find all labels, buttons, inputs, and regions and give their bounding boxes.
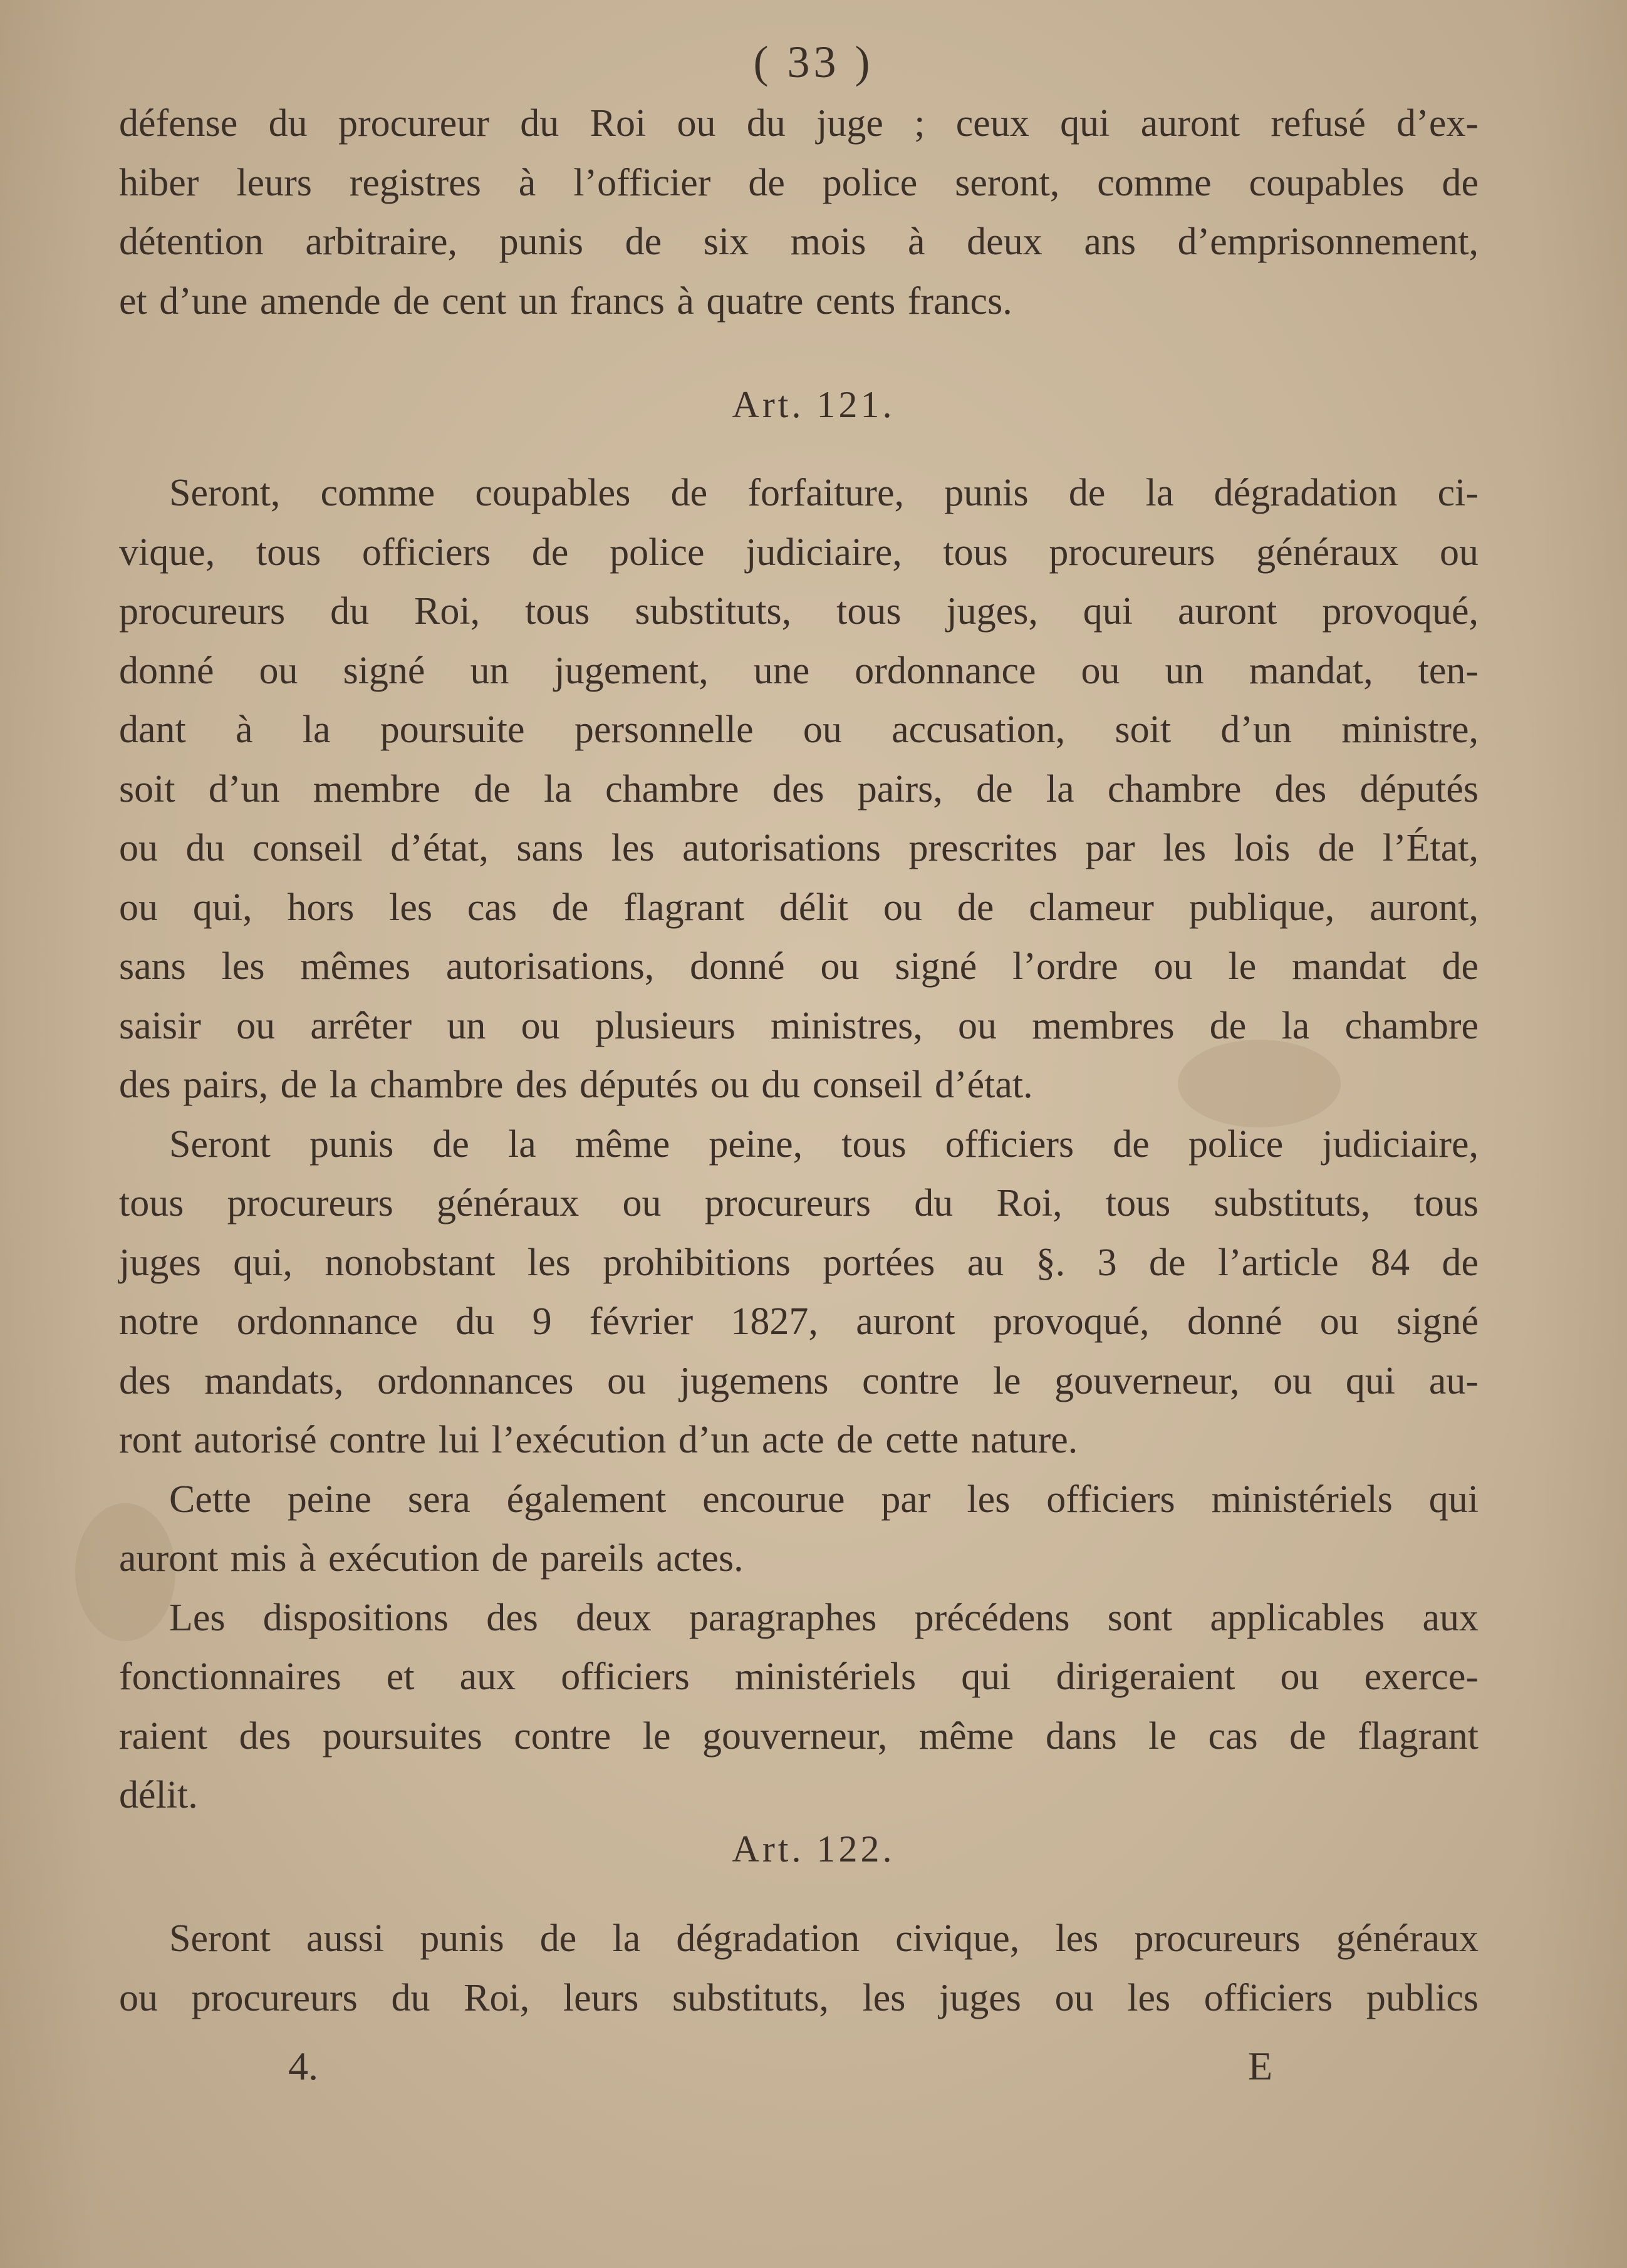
text-line: des pairs, de la chambre des députés ou du conseil d’état. — [119, 1064, 1033, 1106]
text-line: auront mis à exécution de pareils actes. — [119, 1537, 744, 1580]
text-line: raient des poursuites contre le gouverneur, même dans le cas de flagrant — [119, 1714, 1479, 1758]
article-121-heading: Art. 121. — [732, 384, 895, 425]
article-122-heading: Art. 122. — [732, 1828, 895, 1870]
signature-letter: E — [1248, 2044, 1273, 2088]
text-line: vique, tous officiers de police judiciaire, tous procureurs généraux ou — [119, 531, 1479, 574]
text-line: notre ordonnance du 9 février 1827, auront provoqué, donné ou signé — [119, 1300, 1479, 1343]
text-line: défense du procureur du Roi ou du juge ; ceux qui auront refusé d’ex- — [119, 102, 1479, 145]
text-line: juges qui, nonobstant les prohibitions portées au §. 3 de l’article 84 de — [119, 1241, 1479, 1284]
text-line: ou qui, hors les cas de flagrant délit ou de clameur publique, auront, — [119, 886, 1479, 929]
text-line: sans les mêmes autorisations, donné ou signé l’ordre ou le mandat de — [119, 945, 1479, 988]
text-line: Seront punis de la même peine, tous officiers de police judiciaire, — [169, 1122, 1479, 1166]
text-line: fonctionnaires et aux officiers ministériels qui dirigeraient ou exerce- — [119, 1655, 1479, 1698]
signature-mark: 4. — [288, 2044, 318, 2088]
text-line: hiber leurs registres à l’officier de police seront, comme coupables de — [119, 161, 1479, 204]
text-line: ront autorisé contre lui l’exécution d’un acte de cette nature. — [119, 1419, 1078, 1461]
text-line: tous procureurs généraux ou procureurs du Roi, tous substituts, tous — [119, 1182, 1479, 1225]
text-line: des mandats, ordonnances ou jugemens contre le gouverneur, ou qui au- — [119, 1359, 1479, 1402]
text-line: Seront aussi punis de la dégradation civique, les procureurs généraux — [169, 1917, 1479, 1960]
text-line: Les dispositions des deux paragraphes précédens sont applicables aux — [169, 1596, 1479, 1639]
text-line: ou du conseil d’état, sans les autorisations prescrites par les lois de l’État, — [119, 827, 1479, 869]
page-number: ( 33 ) — [753, 37, 874, 87]
intro-paragraph — [119, 94, 1479, 331]
text-line: Cette peine sera également encourue par les officiers ministériels qui — [169, 1478, 1479, 1521]
article-122-body — [119, 1909, 1479, 2027]
text-line: Seront, comme coupables de forfaiture, punis de la dégradation ci- — [169, 472, 1479, 514]
text-line: soit d’un membre de la chambre des pairs, de la chambre des députés — [119, 767, 1479, 810]
text-line: dant à la poursuite personnelle ou accusation, soit d’un ministre, — [119, 708, 1479, 751]
text-line: procureurs du Roi, tous substituts, tous juges, qui auront provoqué, — [119, 590, 1479, 633]
text-line: saisir ou arrêter un ou plusieurs ministres, ou membres de la chambre — [119, 1004, 1479, 1047]
text-line: détention arbitraire, punis de six mois à deux ans d’emprisonnement, — [119, 220, 1479, 263]
text-line: donné ou signé un jugement, une ordonnance ou un mandat, ten- — [119, 649, 1479, 692]
text-line: ou procureurs du Roi, leurs substituts, les juges ou les officiers publics — [119, 1976, 1479, 2019]
text-line: délit. — [119, 1774, 198, 1816]
article-121-body — [119, 463, 1479, 1825]
text-line: et d’une amende de cent un francs à quatre cents francs. — [119, 279, 1012, 323]
